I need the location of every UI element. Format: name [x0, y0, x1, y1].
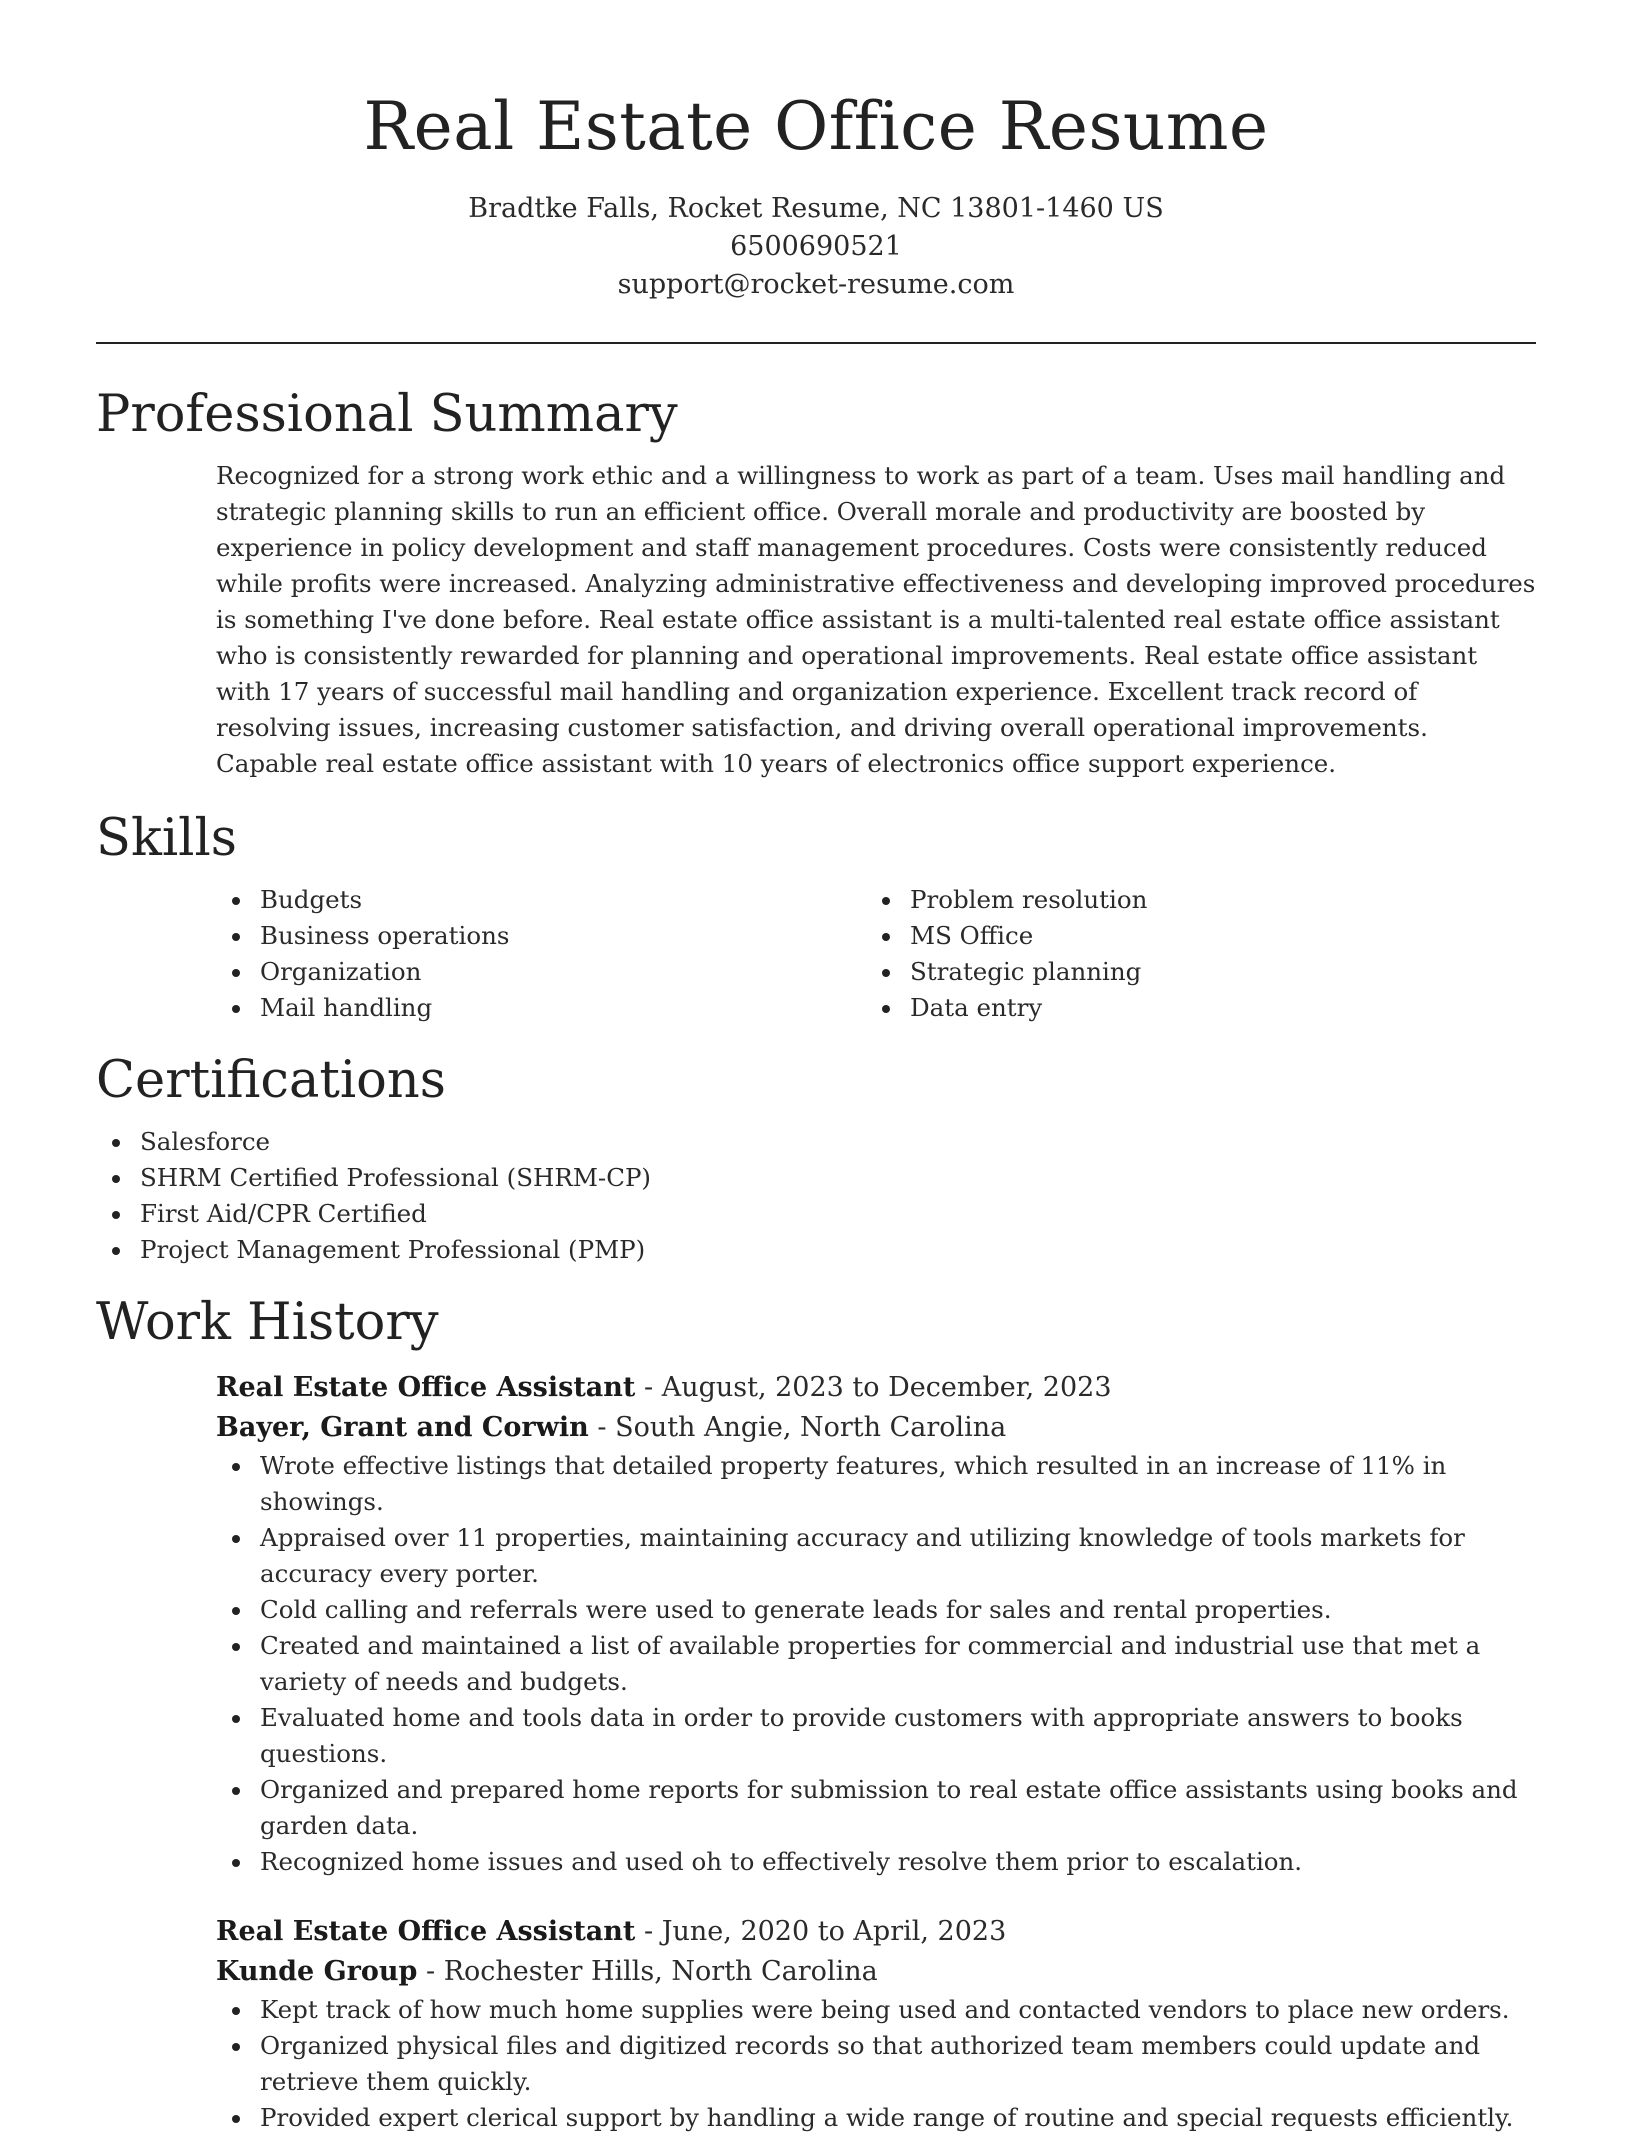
job-title: Real Estate Office Assistant — [216, 1372, 636, 1403]
skills-grid — [216, 882, 1536, 1026]
job-title-line — [216, 1368, 1536, 1408]
certifications-list — [96, 1124, 1536, 1268]
job-duty: Recognized home issues and used oh to effectively resolve them prior to escalation. — [216, 1844, 1536, 1880]
certification-item: SHRM Certified Professional (SHRM-CP) — [96, 1160, 1536, 1196]
contact-phone: 6500690521 — [730, 231, 902, 262]
job-duty: Cold calling and referrals were used to generate leads for sales and rental properties. — [216, 1592, 1536, 1628]
certifications-section — [96, 1048, 1536, 1268]
job-duties-list — [216, 1448, 1536, 1880]
skills-section — [96, 806, 1536, 1026]
job-company: Kunde Group — [216, 1956, 418, 1987]
certifications-heading: Certifications — [96, 1051, 446, 1110]
skill-item: Budgets — [216, 882, 866, 918]
job-duty: Organized and prepared home reports for submission to real estate office assistants using books and garden data. — [216, 1772, 1536, 1844]
job-location: - South Angie, North Carolina — [588, 1412, 1007, 1443]
job-duty: Created and maintained a list of available properties for commercial and industrial use that met a variety of needs and budgets. — [216, 1628, 1536, 1700]
job-duty: Appraised over 11 properties, maintaining accuracy and utilizing knowledge of tools markets for accuracy every porter. — [216, 1520, 1536, 1592]
resume-title: Real Estate Office Resume — [363, 88, 1269, 165]
skill-item: Business operations — [216, 918, 866, 954]
job-duty: Evaluated home and tools data in order to provide customers with appropriate answers to books questions. — [216, 1700, 1536, 1772]
contact-block — [96, 190, 1536, 304]
summary-section — [96, 382, 1536, 782]
job-duty: Wrote effective listings that detailed property features, which resulted in an increase of 11% in showings. — [216, 1448, 1536, 1520]
job-dates: - June, 2020 to April, 2023 — [635, 1916, 1007, 1947]
contact-email: support@rocket-resume.com — [617, 269, 1015, 300]
skill-item: Data entry — [866, 990, 1516, 1026]
job-dates: - August, 2023 to December, 2023 — [635, 1372, 1112, 1403]
job-duty: Provided expert clerical support by handling a wide range of routine and special requests efficiently. — [216, 2100, 1536, 2136]
skill-item: Mail handling — [216, 990, 866, 1026]
job-duties-list — [216, 1992, 1536, 2136]
summary-text: Recognized for a strong work ethic and a willingness to work as part of a team. Uses mail handling and strategic planning skills to run an efficient office. Overall morale and productivity are boosted by experience in policy development and staff management procedures. Costs were consistently reduced while profits were increased. Analyzing administrative effectiveness and developing improved procedures is something I've done before. Real estate office assistant is a multi-talented real estate office assistant who is consistently rewarded for planning and operational improvements. Real estate office assistant with 17 years of successful mail handling and organization experience. Excellent track record of resolving issues, increasing customer satisfaction, and driving overall operational improvements. Capable real estate office assistant with 10 years of electronics office support experience. — [216, 461, 1536, 778]
summary-heading: Professional Summary — [96, 385, 678, 444]
job-company: Bayer, Grant and Corwin — [216, 1412, 589, 1443]
job-title: Real Estate Office Assistant — [216, 1916, 636, 1947]
job-duty: Organized physical files and digitized records so that authorized team members could update and retrieve them quickly. — [216, 2028, 1536, 2100]
certification-item: First Aid/CPR Certified — [96, 1196, 1536, 1232]
resume-page — [96, 0, 1536, 2136]
skill-item: Strategic planning — [866, 954, 1516, 990]
job-duty: Kept track of how much home supplies were being used and contacted vendors to place new orders. — [216, 1992, 1536, 2028]
skills-heading: Skills — [96, 809, 237, 868]
skill-item: Problem resolution — [866, 882, 1516, 918]
skills-column-right — [866, 882, 1516, 1026]
certification-item: Salesforce — [96, 1124, 1536, 1160]
contact-address: Bradtke Falls, Rocket Resume, NC 13801-1460 US — [468, 193, 1164, 224]
job-company-line — [216, 1408, 1536, 1448]
work-history-section — [96, 1290, 1536, 2136]
skills-column-left — [216, 882, 866, 1026]
header-divider — [96, 342, 1536, 344]
skill-item: Organization — [216, 954, 866, 990]
resume-header — [96, 0, 1536, 304]
certification-item: Project Management Professional (PMP) — [96, 1232, 1536, 1268]
skill-item: MS Office — [866, 918, 1516, 954]
job-entry — [216, 1368, 1536, 1880]
job-title-line — [216, 1912, 1536, 1952]
work-history-heading: Work History — [96, 1293, 439, 1352]
job-entry — [216, 1912, 1536, 2136]
job-company-line — [216, 1952, 1536, 1992]
job-location: - Rochester Hills, North Carolina — [417, 1956, 878, 1987]
